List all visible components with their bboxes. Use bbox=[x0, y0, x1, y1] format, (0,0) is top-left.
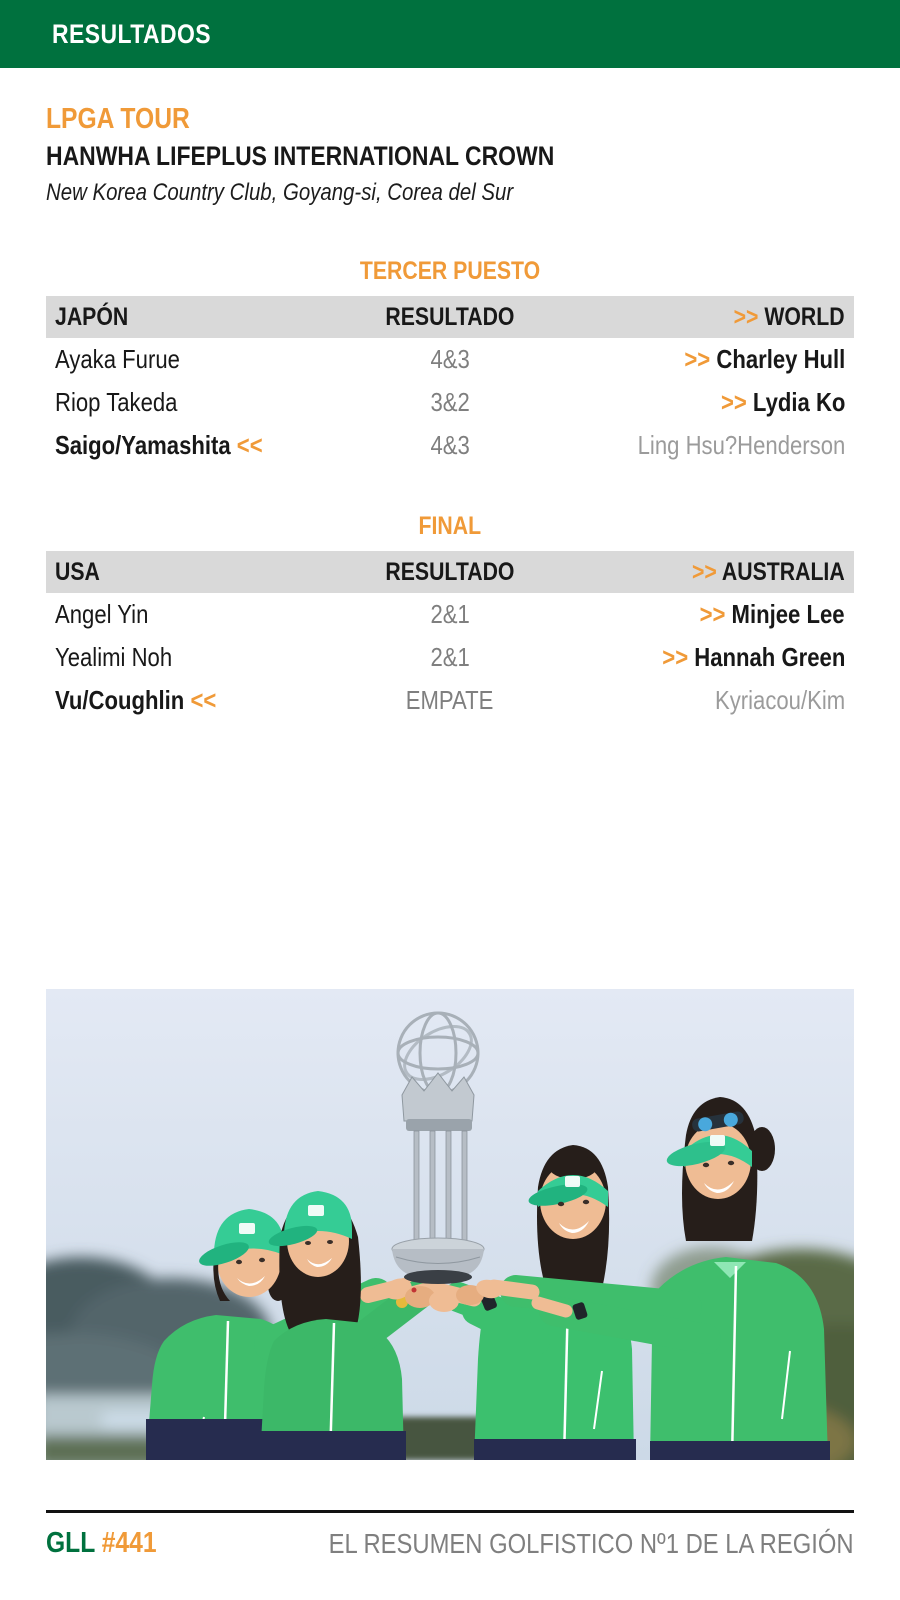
match-result: 2&1 bbox=[430, 642, 470, 672]
result-header: RESULTADO bbox=[385, 302, 515, 331]
match-result: 4&3 bbox=[430, 344, 470, 374]
event-name: HANWHA LIFEPLUS INTERNATIONAL CROWN bbox=[46, 141, 555, 171]
player-right: Charley Hull bbox=[716, 344, 845, 374]
divider-line bbox=[46, 1510, 854, 1513]
tour-label: LPGA TOUR bbox=[46, 103, 190, 135]
result-header: RESULTADO bbox=[385, 557, 515, 586]
brand-name: GLL bbox=[46, 1527, 95, 1559]
match-result: 3&2 bbox=[430, 387, 470, 417]
table-header-row bbox=[46, 296, 854, 338]
table-row bbox=[46, 338, 854, 381]
table-header-row bbox=[46, 551, 854, 593]
match-result: 4&3 bbox=[430, 430, 470, 460]
header-bar bbox=[0, 0, 900, 68]
player-right: Ling Hsu?Henderson bbox=[637, 430, 845, 460]
event-venue: New Korea Country Club, Goyang-si, Corea del Sur bbox=[46, 179, 514, 206]
match-result: EMPATE bbox=[406, 685, 494, 715]
winner-arrow-icon: >> bbox=[720, 387, 747, 417]
brand bbox=[46, 1527, 176, 1560]
player-right: Lydia Ko bbox=[752, 387, 845, 417]
player-right: Minjee Lee bbox=[732, 599, 845, 629]
player-right: Hannah Green bbox=[693, 642, 845, 672]
player-left: Riop Takeda bbox=[55, 387, 178, 417]
match-result: 2&1 bbox=[430, 599, 470, 629]
issue-number: #441 bbox=[101, 1527, 157, 1559]
table-row bbox=[46, 636, 854, 679]
team-left-header: USA bbox=[55, 557, 100, 586]
table-row bbox=[46, 381, 854, 424]
section-title: FINAL bbox=[418, 512, 482, 540]
table-row bbox=[46, 679, 854, 722]
team-photo bbox=[46, 989, 854, 1460]
page-title: RESULTADOS bbox=[52, 18, 211, 49]
footer bbox=[46, 1527, 854, 1560]
section-title: TERCER PUESTO bbox=[359, 257, 541, 285]
team-left-header: JAPÓN bbox=[55, 302, 129, 331]
winner-arrow-icon: << bbox=[236, 430, 263, 460]
player-left: Angel Yin bbox=[55, 599, 149, 629]
team-photo-illustration bbox=[46, 989, 854, 1460]
team-right-header: >> AUSTRALIA bbox=[692, 557, 845, 586]
winner-arrow-icon: << bbox=[190, 685, 217, 715]
tagline: EL RESUMEN GOLFISTICO Nº1 DE LA REGIÓN bbox=[329, 1527, 854, 1559]
content-area bbox=[0, 102, 900, 1560]
table-row bbox=[46, 593, 854, 636]
winner-arrow-icon: >> bbox=[661, 642, 688, 672]
winner-arrow-icon: >> bbox=[684, 344, 710, 374]
winner-arrow-icon: >> bbox=[692, 557, 718, 586]
table-row bbox=[46, 424, 854, 467]
player-left: Vu/Coughlin bbox=[55, 685, 185, 715]
match-table-tercer-puesto bbox=[46, 256, 854, 467]
team-right-header: >> WORLD bbox=[734, 302, 845, 331]
player-left: Yealimi Noh bbox=[55, 642, 173, 672]
player-left: Ayaka Furue bbox=[55, 344, 180, 374]
winner-arrow-icon: >> bbox=[734, 302, 759, 331]
player-right: Kyriacou/Kim bbox=[714, 685, 845, 715]
winner-arrow-icon: >> bbox=[700, 599, 726, 629]
player-left: Saigo/Yamashita bbox=[55, 430, 231, 460]
match-table-final bbox=[46, 511, 854, 722]
